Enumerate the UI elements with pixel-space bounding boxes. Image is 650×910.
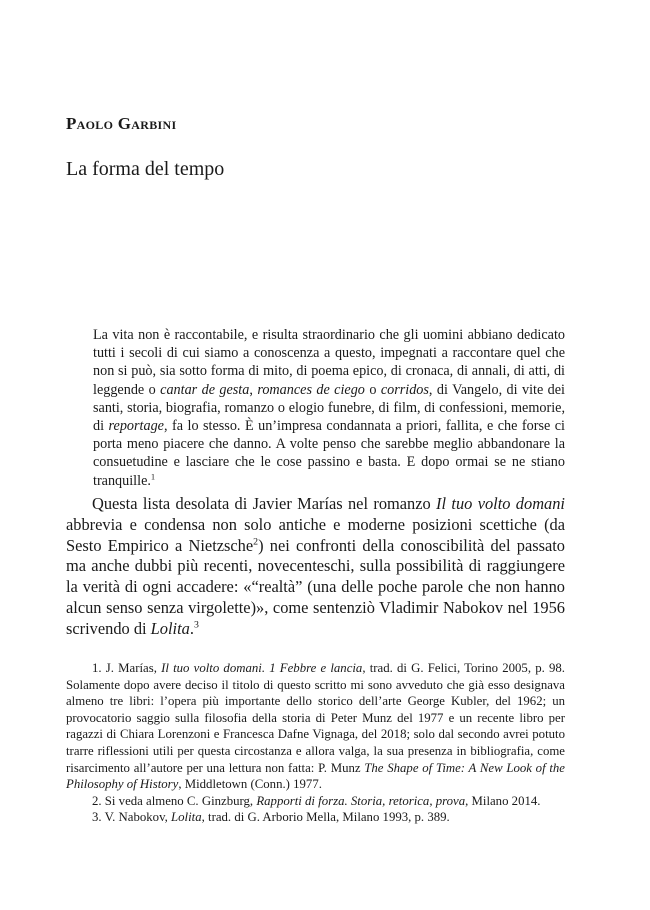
footnotes [66, 660, 565, 826]
body-text: ) nei confronti della conoscibilità del passato ma anche dubbi più recenti, novecenteschi, sulla possibilità di raggiungere la verità di ogni accadere: «“realtà” (una delle poche parole che non hanno alcun senso senza virgolette)», come sentenziò Vladimir Nabokov nel 1956 scrivendo di [66, 535, 566, 638]
footnote-italic: Il tuo volto domani. 1 Febbre e lancia [161, 661, 363, 675]
footnote-italic: Lolita [171, 810, 202, 825]
article-title: La forma del tempo [66, 158, 225, 180]
footnote-text: 2. Si veda almeno C. Ginzburg, [92, 793, 257, 808]
epigraph-quote [93, 326, 565, 490]
quote-text: , di Vangelo, di vite dei santi, storia, biografia, romanzo o elogio funebre, di film, di confessioni, memorie, di [93, 381, 565, 435]
quote-italic: corridos [380, 381, 429, 398]
footnote-2 [66, 793, 565, 810]
footnote-text: , Milano 2014. [465, 793, 541, 808]
body-text: Questa lista desolata di Javier Marías nel romanzo [92, 494, 437, 513]
footnote-text: 1. J. Marías, [92, 661, 162, 675]
footnote-1 [66, 660, 565, 793]
quote-text: La vita non è raccontabile, e risulta straordinario che gli uomini abbiano dedicato tutti i secoli di cui siamo a conoscenza a questo, impegnati a raccontare quel che non si può, sia sotto forma di mito, di poema epico, di cronaca, di annali, di atti, di leggende o [93, 327, 565, 398]
quote-italic: romances de ciego [257, 381, 365, 398]
footnote-text: , Middletown (Conn.) 1977. [178, 777, 322, 792]
quote-text: o [364, 381, 381, 398]
body-text: . [189, 618, 194, 638]
footnote-ref-3[interactable]: 3 [193, 619, 199, 631]
body-italic: Il tuo volto domani [436, 494, 565, 513]
footnote-ref-2[interactable]: 2 [253, 536, 259, 548]
footnote-text: , trad. di G. Arborio Mella, Milano 1993, p. 389. [201, 810, 450, 825]
quote-text: , fa lo stesso. È un’impresa condannata a priori, fallita, e che forse ci porta meno piacere che danno. A volte penso che sarebbe meglio abbandonare la consuetudine e lasciare che le cose passino e basta. E dopo ormai se ne stiano tranquille. [93, 418, 565, 489]
quote-text: , [249, 381, 258, 398]
footnote-ref-1[interactable]: 1 [150, 470, 156, 481]
quote-italic: reportage [108, 418, 164, 435]
body-text: abbrevia e condensa non solo antiche e moderne posizioni scettiche (da Sesto Empirico a Nietzsche [66, 514, 565, 555]
body-italic: Lolita [150, 618, 190, 638]
footnote-text: 3. V. Nabokov, [92, 810, 172, 825]
footnote-italic: The Shape of Time: A New Look of the Philosophy of History [66, 760, 565, 792]
footnote-3 [66, 809, 565, 826]
author-name: Paolo Garbini [66, 114, 177, 133]
body-paragraph [66, 494, 565, 640]
footnote-text: , trad. di G. Felici, Torino 2005, p. 98. Solamente dopo avere deciso il titolo di questo scritto mi sono avveduto che già esso designava almeno tre libri: l’opera più importante dello storico dell’arte George Kubler, del 1962; un provocatorio saggio sulla filosofia della storia di Peter Munz del 1977 e un recente libro per ragazzi di Chiara Lorenzoni e Francesca Dafne Vignaga, del 2018; solo dal secondo avrei potuto trarre riflessioni utili per questa circostanza e allora valga, la sua presenza in bibliografia, come risarcimento all’autore per una lettura non fatta: P. Munz [66, 661, 566, 775]
quote-italic: cantar de gesta [160, 381, 250, 398]
footnote-italic: Rapporti di forza. Storia, retorica, prova [256, 793, 466, 808]
